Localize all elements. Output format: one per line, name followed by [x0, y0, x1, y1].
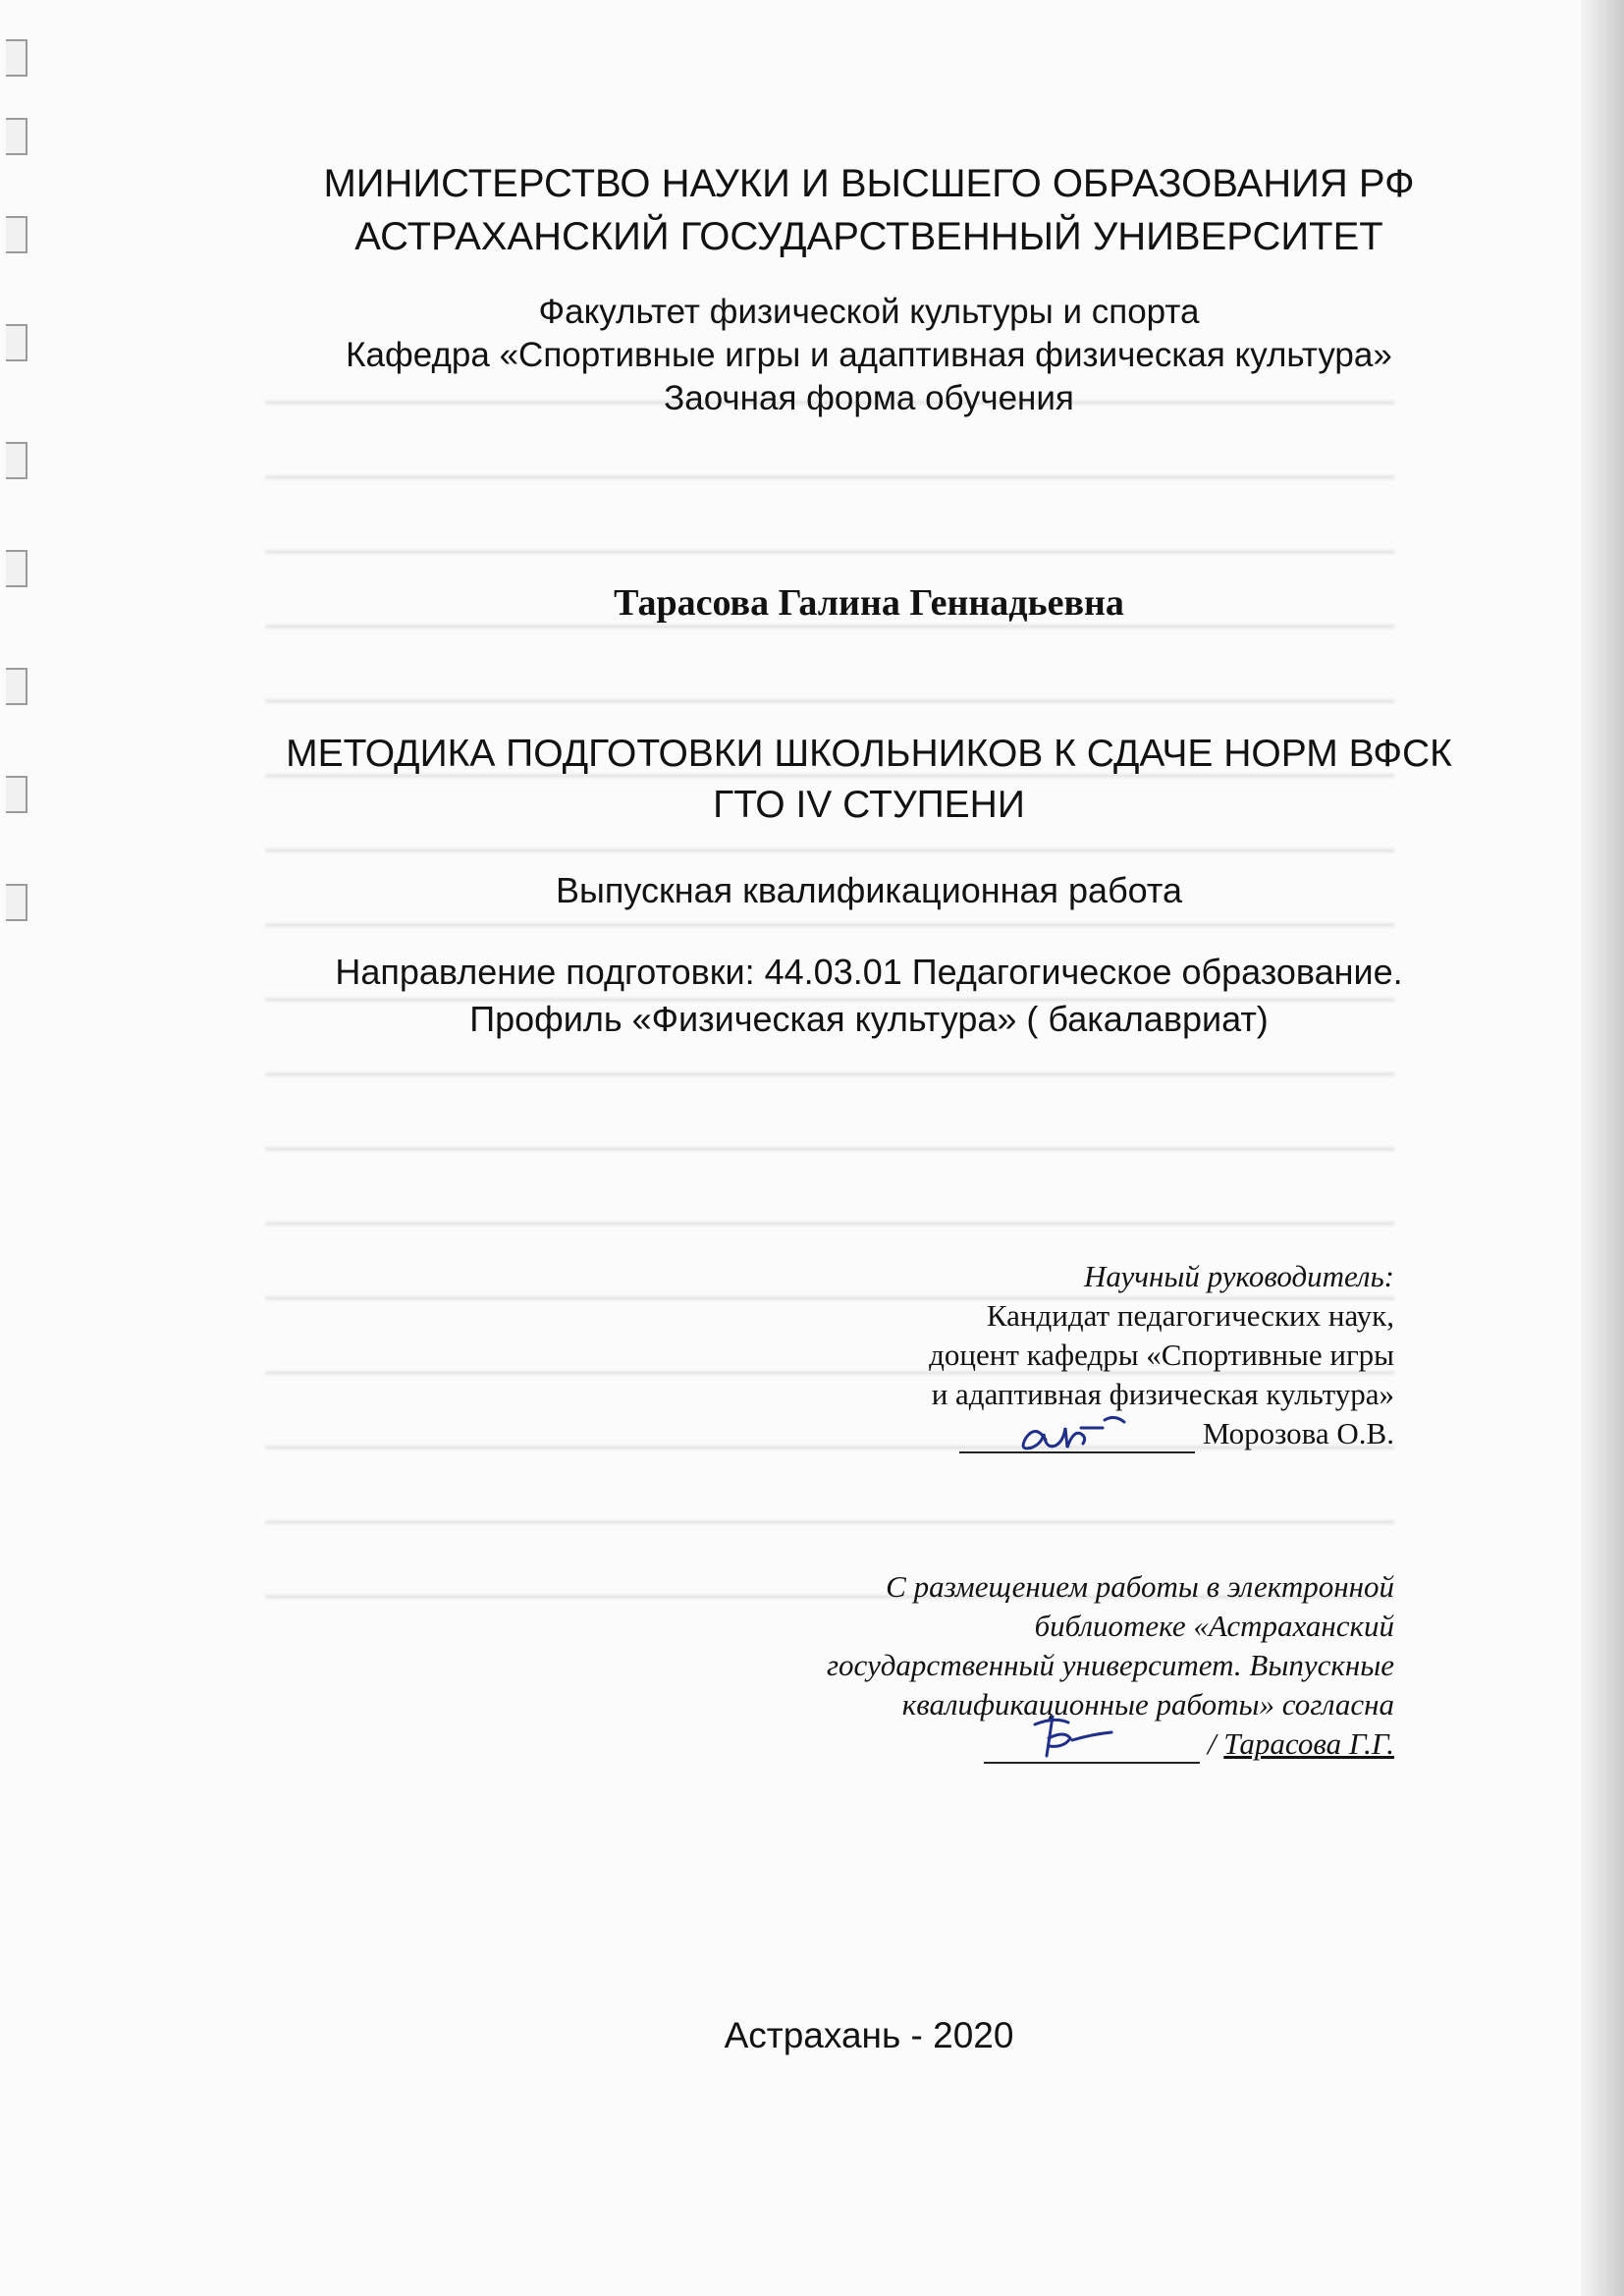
university-name: АСТРАХАНСКИЙ ГОСУДАРСТВЕННЫЙ УНИВЕРСИТЕТ	[354, 215, 1383, 258]
supervisor-signature	[959, 1406, 1195, 1455]
consent-signature-row	[827, 1724, 1394, 1764]
binding-hole	[6, 442, 27, 479]
consent-line-2: библиотеке «Астраханский	[1034, 1609, 1394, 1643]
binding-hole	[6, 550, 27, 587]
supervisor-title: Научный руководитель:	[1084, 1259, 1394, 1293]
topic-line-2: ГТО IV СТУПЕНИ	[713, 784, 1025, 826]
binding-holes	[0, 0, 31, 2296]
author-signature	[984, 1707, 1200, 1766]
city-year: Астрахань - 2020	[724, 2015, 1014, 2055]
consent-line-3: государственный университет. Выпускные	[826, 1648, 1394, 1682]
binding-hole	[6, 776, 27, 813]
supervisor-signature-row	[929, 1414, 1394, 1453]
binding-hole	[6, 39, 27, 77]
binding-hole	[6, 668, 27, 705]
supervisor-signature-line	[959, 1418, 1195, 1453]
binding-hole	[6, 884, 27, 921]
faculty-name: Факультет физической культуры и спорта	[538, 293, 1200, 331]
direction-line-1: Направление подготовки: 44.03.01 Педагогическое образование.	[335, 952, 1403, 992]
paper-stack-edge	[1581, 0, 1624, 2296]
supervisor-name: Морозова О.В.	[1202, 1416, 1394, 1450]
supervisor-block	[929, 1257, 1394, 1453]
binding-hole	[6, 216, 27, 253]
supervisor-position-2: и адаптивная физическая культура»	[931, 1377, 1394, 1411]
binding-hole	[6, 324, 27, 361]
supervisor-position-1: доцент кафедры «Спортивные игры	[929, 1338, 1394, 1372]
consent-line-1: С размещением работы в электронной	[886, 1569, 1394, 1604]
consent-author-name: Тарасова Г.Г.	[1223, 1726, 1394, 1761]
work-type: Выпускная квалификационная работа	[555, 870, 1183, 910]
thesis-topic	[157, 729, 1581, 831]
direction-line-2: Профиль «Физическая культура» ( бакалавриат)	[469, 999, 1269, 1039]
consent-line-4: квалификационные работы» согласна	[901, 1687, 1394, 1722]
study-form: Заочная форма обучения	[664, 379, 1074, 417]
ministry-header	[157, 157, 1581, 263]
binding-hole	[6, 118, 27, 155]
consent-separator: /	[1207, 1726, 1217, 1761]
topic-line-1: МЕТОДИКА ПОДГОТОВКИ ШКОЛЬНИКОВ К СДАЧЕ НОРМ ВФСК	[286, 733, 1452, 775]
study-direction	[157, 949, 1581, 1043]
faculty-block	[157, 291, 1581, 420]
author-signature-line	[984, 1728, 1200, 1764]
supervisor-degree: Кандидат педагогических наук,	[986, 1298, 1394, 1333]
author-name: Тарасова Галина Геннадьевна	[614, 582, 1124, 624]
ministry-name: МИНИСТЕРСТВО НАУКИ И ВЫСШЕГО ОБРАЗОВАНИЯ РФ	[323, 162, 1415, 205]
consent-block	[827, 1567, 1394, 1764]
department-name: Кафедра «Спортивные игры и адаптивная физическая культура»	[346, 336, 1392, 374]
